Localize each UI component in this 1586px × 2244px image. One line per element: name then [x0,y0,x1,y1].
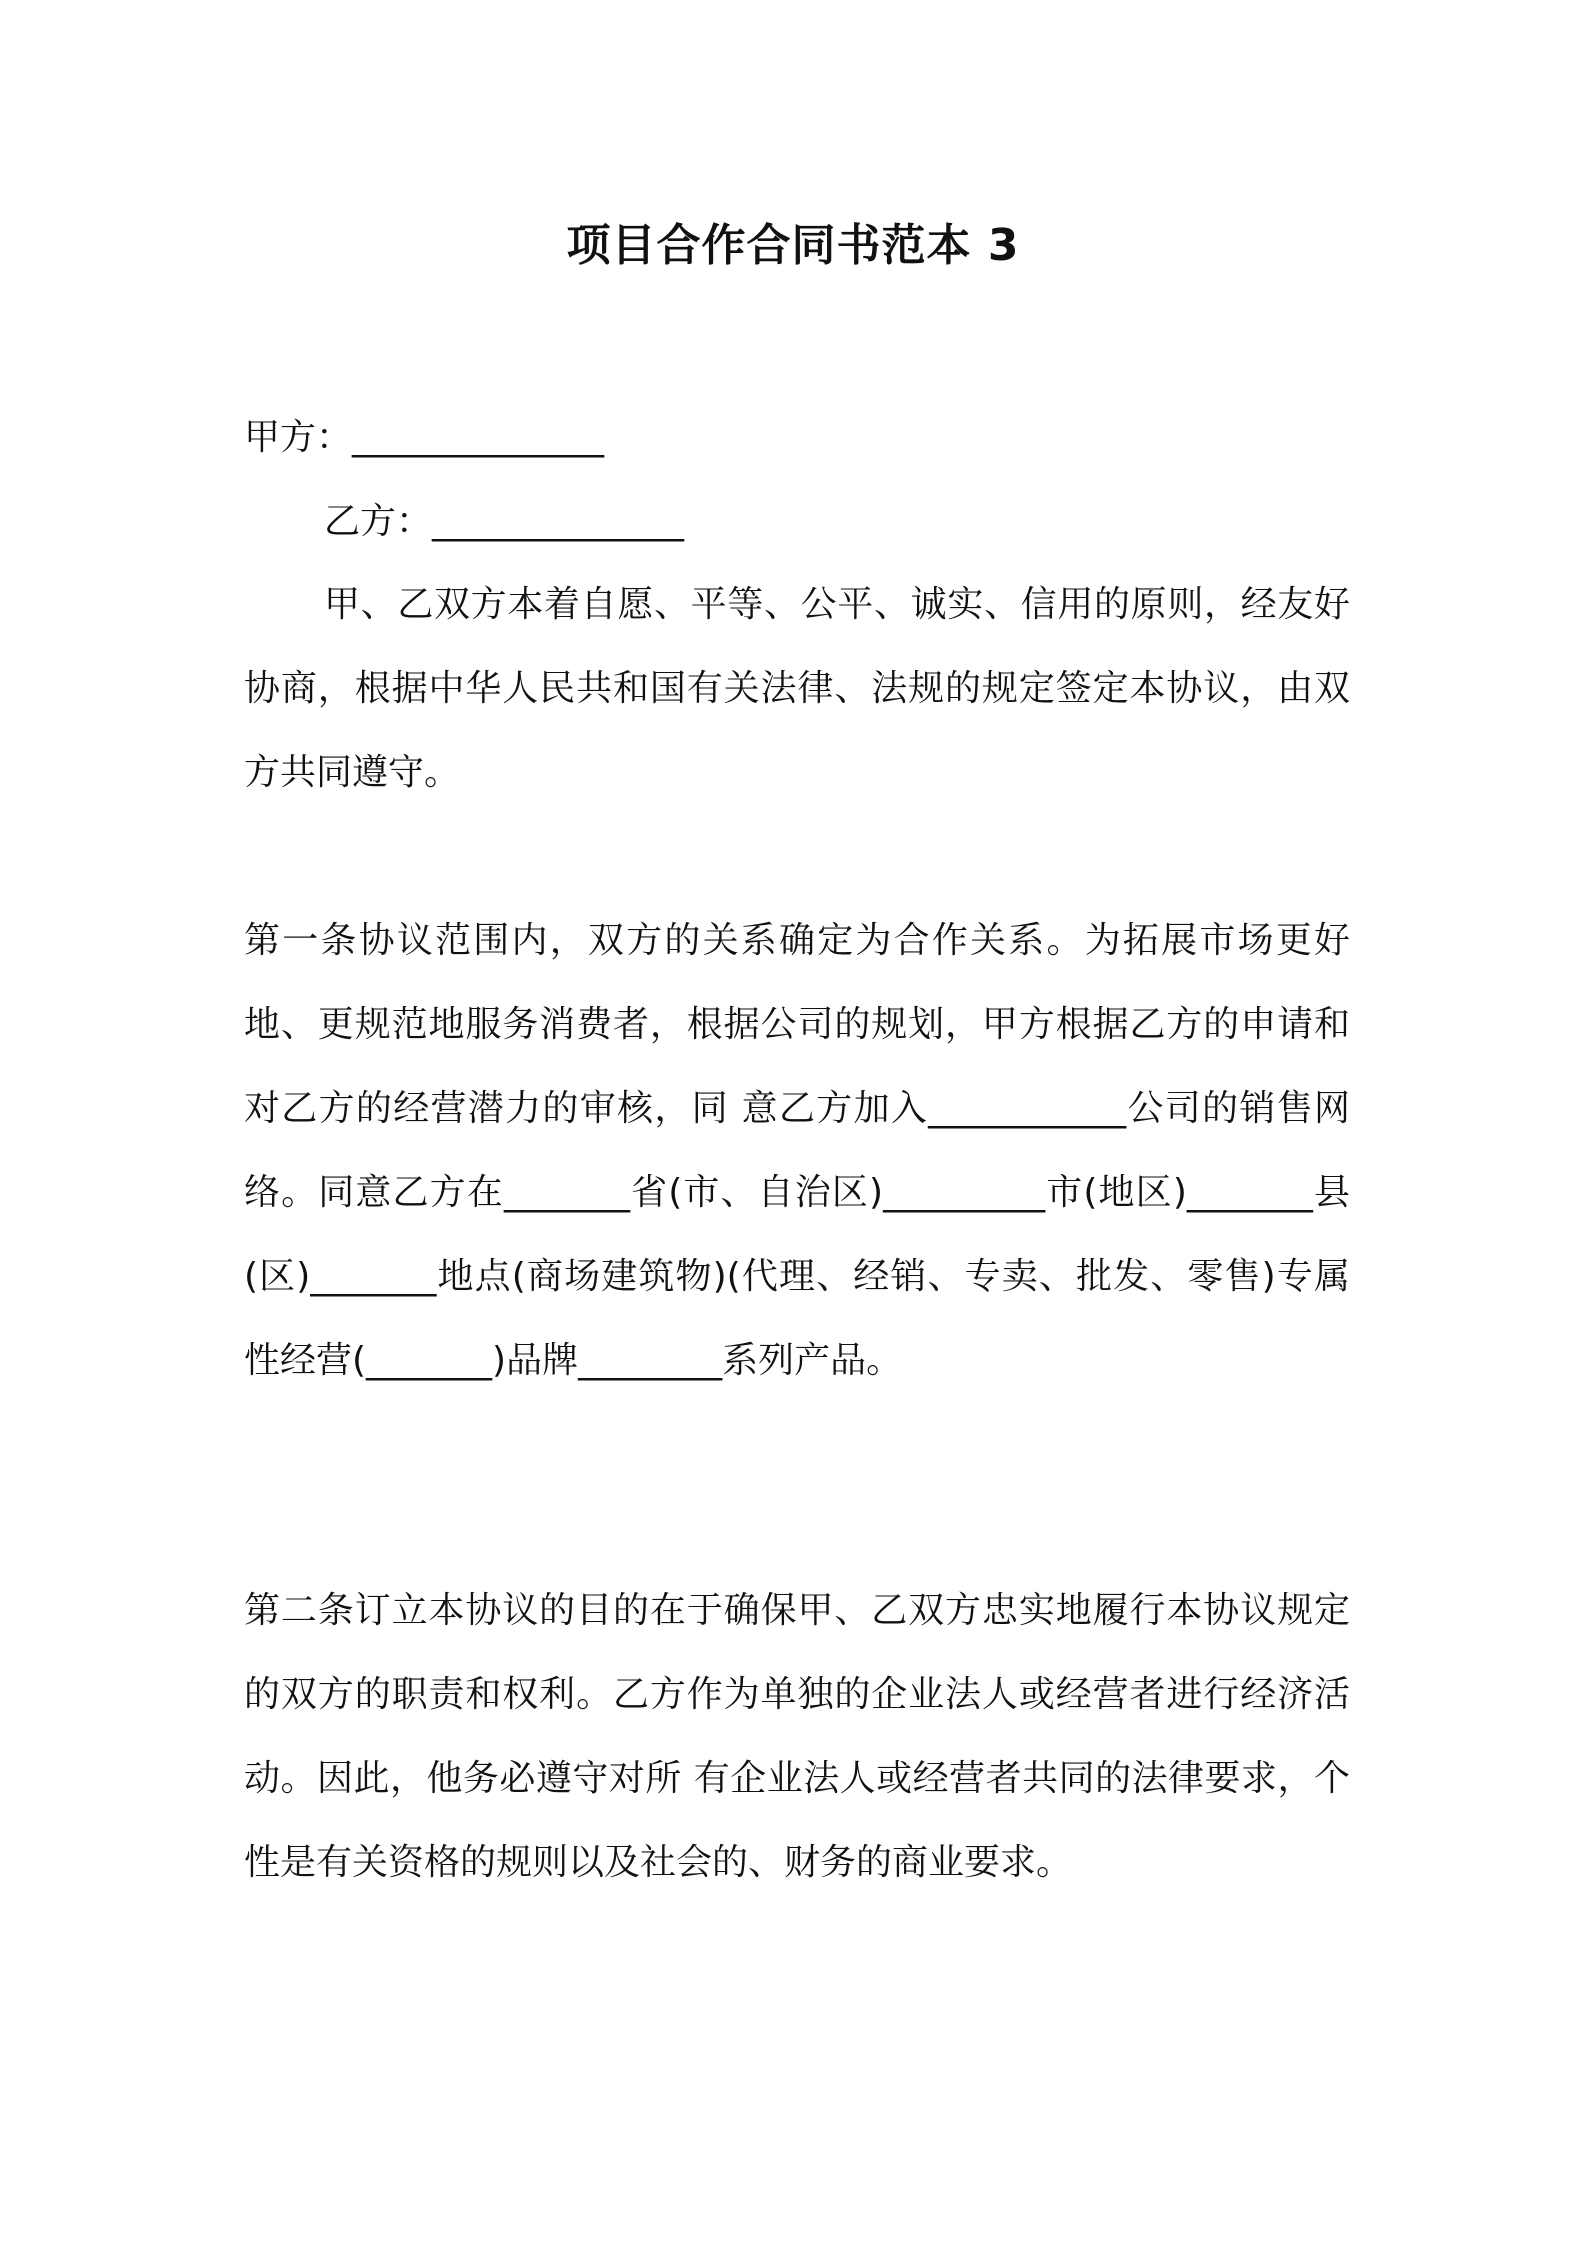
document-title: 项目合作合同书范本 3 [566,220,1020,271]
article-2-paragraph: 第二条订立本协议的目的在于确保甲、乙双方忠实地履行本协议规定的双方的职责和权利。乙方作为单独的企业法人或经营者进行经济活动。因此，他务必遵守对所 有企业法人或经营者共同的法律要求，个性是有关资格的规则以及社会的、财务的商业要求。 [244,1590,1350,1883]
party-a-line: 甲方：______________ [244,417,605,458]
intro-paragraph: 甲、乙双方本着自愿、平等、公平、诚实、信用的原则，经友好协商，根据中华人民共和国有关法律、法规的规定签定本协议，由双方共同遵守。 [244,584,1350,793]
party-b-line: 乙方：______________ [324,501,685,542]
article-1-paragraph: 第一条协议范围内，双方的关系确定为合作关系。为拓展市场更好地、更规范地服务消费者，根据公司的规划，甲方根据乙方的申请和对乙方的经营潜力的审核，同 意乙方加入___________公司的销售网络。同意乙方在_______省(市、自治区)_________市(地区)_______县 (区)_______地点(商场建筑物)(代理、经销、专卖、批发、零售)专属性经营(_______)品牌________系列产品。 [244,920,1350,1381]
